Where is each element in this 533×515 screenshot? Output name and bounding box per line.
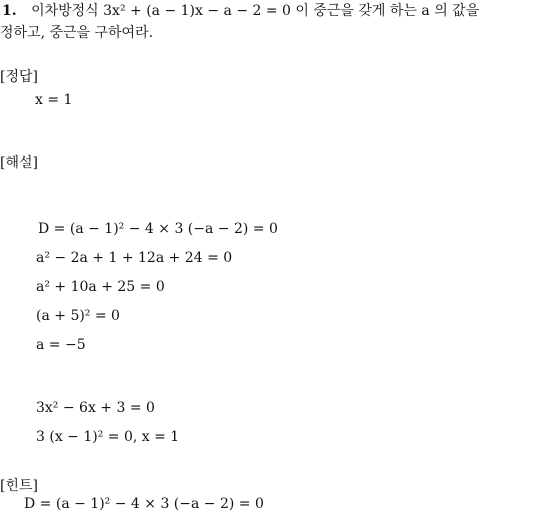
- solution-step-3: a² + 10a + 25 = 0: [36, 279, 165, 295]
- problem-number: 1.: [2, 3, 17, 19]
- answer-label: [정답]: [0, 69, 38, 85]
- hint-value: D = (a − 1)² − 4 × 3 (−a − 2) = 0: [24, 496, 264, 512]
- solution-step-2: a² − 2a + 1 + 12a + 24 = 0: [36, 250, 233, 266]
- solution-step-7: 3 (x − 1)² = 0, x = 1: [36, 429, 180, 445]
- answer-value: x = 1: [35, 92, 73, 108]
- solution-step-6: 3x² − 6x + 3 = 0: [36, 400, 155, 416]
- problem-statement: [2, 0, 479, 23]
- solution-label: [해설]: [0, 155, 38, 171]
- solution-step-1: D = (a − 1)² − 4 × 3 (−a − 2) = 0: [38, 221, 278, 237]
- problem-line-1: 이차방정식 3x² + (a − 1)x − a − 2 = 0 이 중근을 갖게 하는 a 의 값을: [31, 3, 480, 19]
- hint-label: [힌트]: [0, 478, 38, 494]
- problem-line-2: 정하고, 중근을 구하여라.: [0, 25, 154, 41]
- solution-step-5: a = −5: [36, 337, 86, 353]
- solution-step-4: (a + 5)² = 0: [36, 308, 120, 324]
